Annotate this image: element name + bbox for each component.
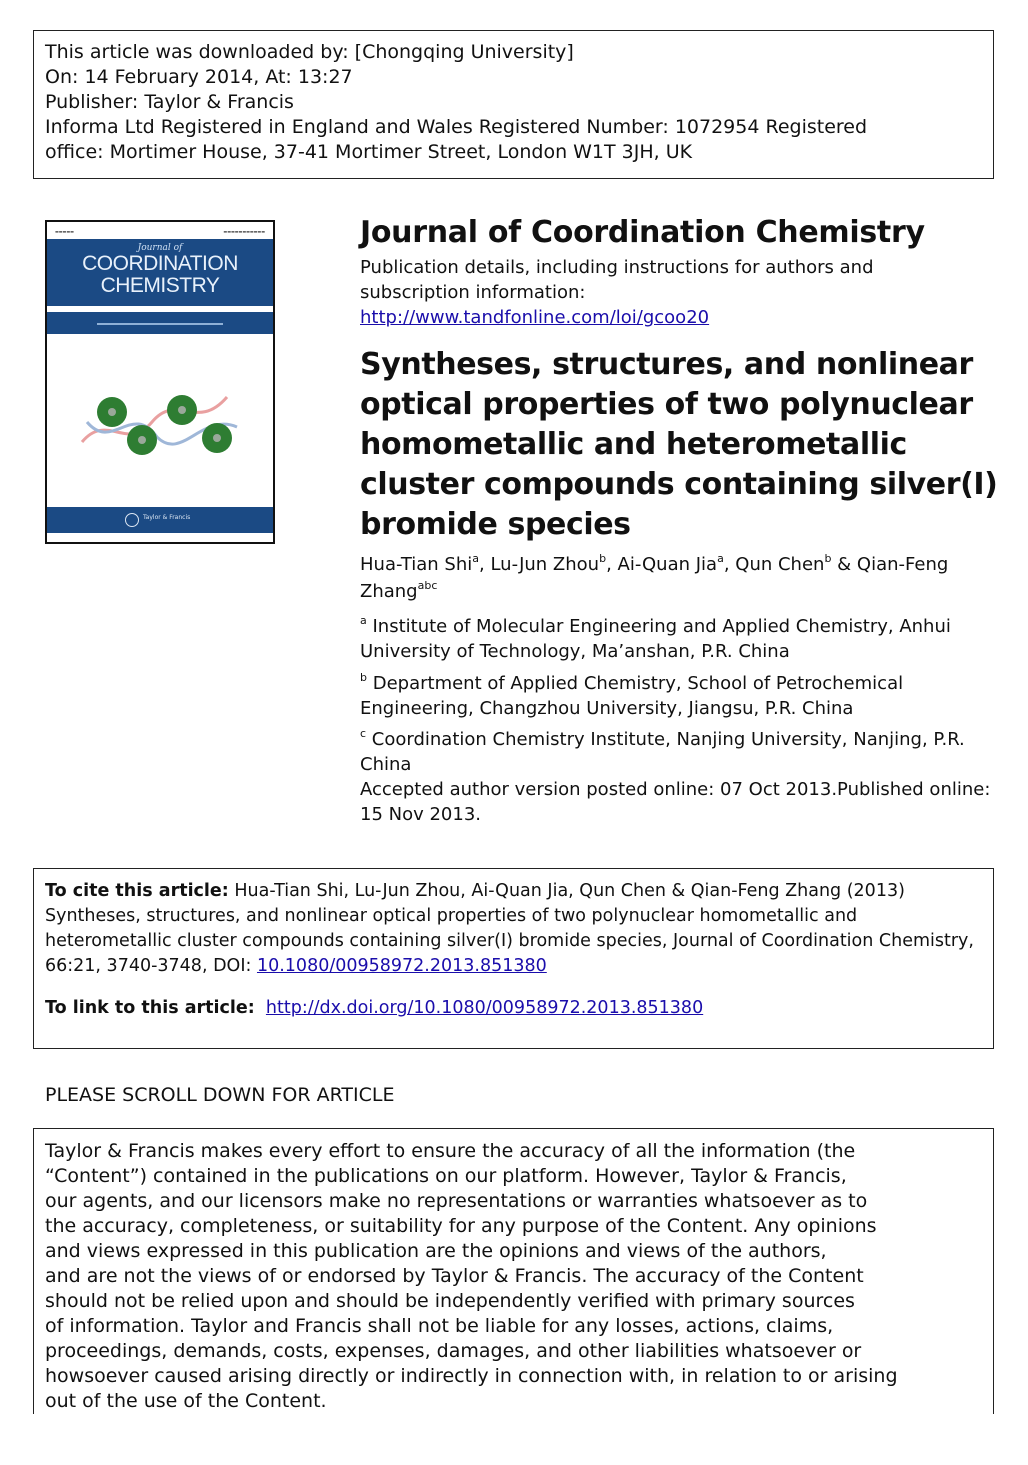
download-notice-box	[33, 30, 994, 179]
publication-details-text: subscription information:	[360, 282, 586, 303]
article-link-line	[45, 996, 982, 1021]
affiliation-text: Institute of Molecular Engineering and Applied Chemistry, Anhui University of Technology, Ma’anshan, P.R. China	[360, 616, 951, 662]
cover-title-banner	[47, 239, 273, 306]
download-notice-line: Informa Ltd Registered in England and Wales Registered Number: 1072954 Registered	[45, 116, 868, 138]
cite-text: Hua-Tian Shi, Lu-Jun Zhou, Ai-Quan Jia, Qun Chen & Qian-Feng Zhang (2013) Syntheses, structures, and nonlinear optical properties of two polynuclear homometallic and heterometallic cluster compounds containing silver(I) bromide species, Journal of Coordination Chemistry, 66:21, 3740-3748, DOI:	[45, 881, 974, 976]
journal-url-link[interactable]: http://www.tandfonline.com/loi/gcoo20	[360, 307, 710, 328]
scroll-notice: PLEASE SCROLL DOWN FOR ARTICLE	[45, 1084, 395, 1106]
author-list	[360, 551, 1000, 605]
article-title: Syntheses, structures, and nonlinear optical properties of two polynuclear homometallic and heterometallic cluster compounds containing silver(I) bromide species	[360, 347, 998, 542]
affiliation-mark: abc	[417, 579, 438, 592]
citation-paragraph	[45, 879, 982, 979]
affiliation-a	[360, 614, 1000, 664]
author-separator: ,	[606, 554, 618, 575]
disclaimer-line: the accuracy, completeness, or suitability for any purpose of the Content. Any opinions	[45, 1215, 877, 1237]
download-notice-line: Publisher: Taylor & Francis	[45, 91, 294, 113]
disclaimer-line: howsoever caused arising directly or indirectly in connection with, in relation to or arising	[45, 1365, 898, 1387]
publication-dates: Accepted author version posted online: 07 Oct 2013.Published online: 15 Nov 2013.	[360, 779, 991, 825]
affiliation-mark: c	[360, 727, 367, 740]
cover-title-line1: COORDINATION	[82, 252, 238, 275]
cover-small-title: Journal of	[137, 243, 183, 253]
disclaimer-box	[33, 1128, 994, 1414]
affiliation-c	[360, 727, 1000, 777]
citation-box	[33, 868, 994, 1049]
publication-details-text: Publication details, including instructions for authors and	[360, 257, 874, 278]
journal-title: Journal of Coordination Chemistry	[360, 215, 925, 250]
affiliation-mark: a	[717, 552, 724, 565]
disclaimer-line: of information. Taylor and Francis shall not be liable for any losses, actions, claims,	[45, 1315, 834, 1337]
affiliation-text: Department of Applied Chemistry, School of Petrochemical Engineering, Changzhou University, Jiangsu, P.R. China	[360, 673, 904, 719]
author-name: Qun Chen	[735, 554, 825, 575]
download-notice-line: office: Mortimer House, 37-41 Mortimer Street, London W1T 3JH, UK	[45, 141, 693, 163]
cover-issue-line: ▬▬▬▬▬ ▬▬▬▬▬▬▬▬▬▬▬	[55, 229, 265, 234]
cover-publisher-text: Taylor & Francis	[143, 514, 191, 521]
molecular-structure-icon	[77, 372, 247, 462]
journal-cover-image	[45, 220, 275, 544]
download-notice-line: This article was downloaded by: [Chongqing University]	[45, 41, 574, 63]
cover-title-line2: CHEMISTRY	[100, 274, 220, 297]
download-notice-line: On: 14 February 2014, At: 13:27	[45, 66, 353, 88]
disclaimer-line: and views expressed in this publication are the opinions and views of the authors,	[45, 1240, 827, 1262]
author-separator: &	[831, 554, 857, 575]
author-name: Lu-Jun Zhou	[490, 554, 600, 575]
disclaimer-line: proceedings, demands, costs, expenses, damages, and other liabilities whatsoever or	[45, 1340, 862, 1362]
taylor-francis-logo-icon	[125, 513, 139, 527]
affiliation-mark: b	[360, 671, 367, 684]
disclaimer-line: should not be relied upon and should be independently verified with primary sources	[45, 1290, 855, 1312]
disclaimer-line: Taylor & Francis makes every effort to ensure the accuracy of all the information (the	[45, 1140, 856, 1162]
doi-link[interactable]: 10.1080/00958972.2013.851380	[256, 956, 547, 976]
disclaimer-line: out of the use of the Content.	[45, 1390, 327, 1412]
author-separator: ,	[479, 554, 491, 575]
author-name: Ai-Quan Jia	[617, 554, 718, 575]
affiliation-mark: b	[599, 552, 607, 565]
affiliation-mark: a	[472, 552, 480, 565]
disclaimer-line: and are not the views of or endorsed by Taylor & Francis. The accuracy of the Content	[45, 1265, 864, 1287]
affiliation-b	[360, 671, 1000, 721]
disclaimer-line: our agents, and our licensors make no representations or warranties whatsoever as to	[45, 1190, 868, 1212]
affiliation-mark: a	[360, 614, 367, 627]
affiliation-text: Coordination Chemistry Institute, Nanjing University, Nanjing, P.R. China	[360, 729, 965, 775]
cite-label: To cite this article:	[45, 881, 229, 901]
cover-publisher-strip	[47, 507, 273, 533]
author-name: Hua-Tian Shi	[360, 554, 473, 575]
article-doi-url-link[interactable]: http://dx.doi.org/10.1080/00958972.2013.851380	[265, 998, 704, 1018]
publication-details	[360, 255, 960, 330]
link-label: To link to this article:	[45, 998, 255, 1018]
affiliation-mark: b	[824, 552, 832, 565]
author-separator: ,	[723, 554, 736, 575]
disclaimer-line: “Content”) contained in the publications on our platform. However, Taylor & Francis,	[45, 1165, 847, 1187]
author-name: Qian-Feng Zhang	[360, 554, 949, 602]
cover-editor-strip	[47, 312, 273, 334]
